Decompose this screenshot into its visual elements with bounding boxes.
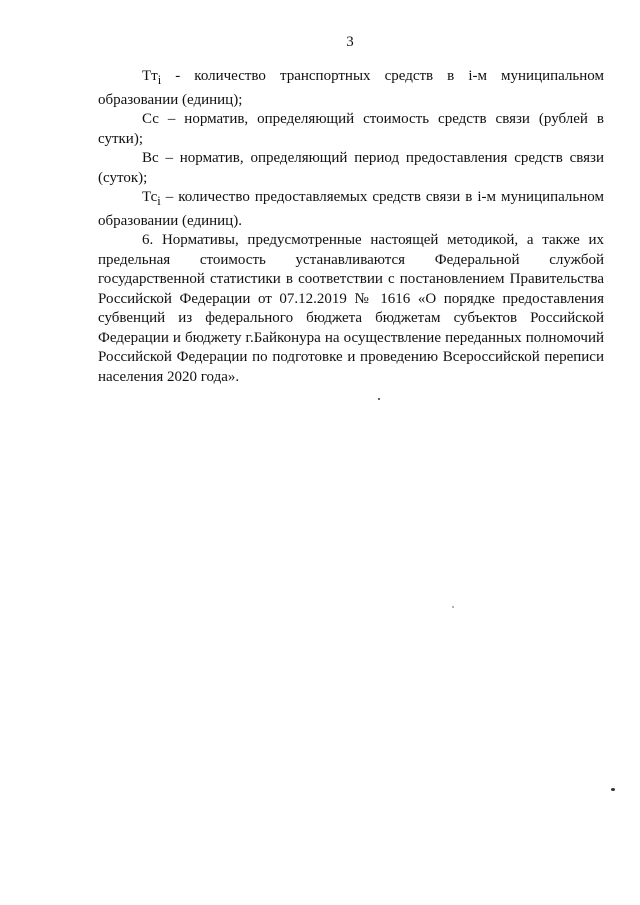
definition-tt [98, 67, 604, 110]
symbol-tt: Тт [142, 68, 158, 84]
page-number: 3 [346, 34, 354, 50]
scan-speck [378, 398, 380, 400]
definition-cc-text: – норматив, определяющий стоимость средств связи (рублей в сутки); [98, 111, 604, 147]
symbol-bc: Вс [142, 150, 159, 166]
definition-tc [98, 188, 604, 231]
symbol-cc: Сс [142, 111, 159, 127]
symbol-tc: Тс [142, 189, 158, 205]
definition-bc [98, 149, 604, 188]
clause-6 [98, 231, 604, 387]
subscript-i: i [157, 73, 162, 87]
scan-speck [611, 788, 615, 791]
definition-tc-text: – количество предоставляемых средств связи в i-м муниципальном образовании (единиц). [98, 189, 604, 229]
definition-bc-text: – норматив, определяющий период предоставления средств связи (суток); [98, 150, 604, 186]
document-body [98, 67, 604, 387]
definition-tt-text: - количество транспортных средств в i-м муниципальном образовании (единиц); [98, 68, 604, 108]
subscript-i: i [157, 194, 161, 208]
clause-6-text: 6. Нормативы, предусмотренные настоящей методикой, а также их предельная стоимость устанавливаются Федеральной службой государственной статистики в соответствии с постановлением Правительства Российской Федерации от 07.12.2019 № 1616 «О порядке предоставления субвенций из федерального бюджета бюджетам субъектов Российской Федерации и бюджету г.Байконура на осуществление переданных полномочий Российской Федерации по подготовке и проведению Всероссийской переписи населения 2020 года». [98, 232, 604, 385]
definition-cc [98, 110, 604, 149]
scan-speck [452, 606, 454, 608]
